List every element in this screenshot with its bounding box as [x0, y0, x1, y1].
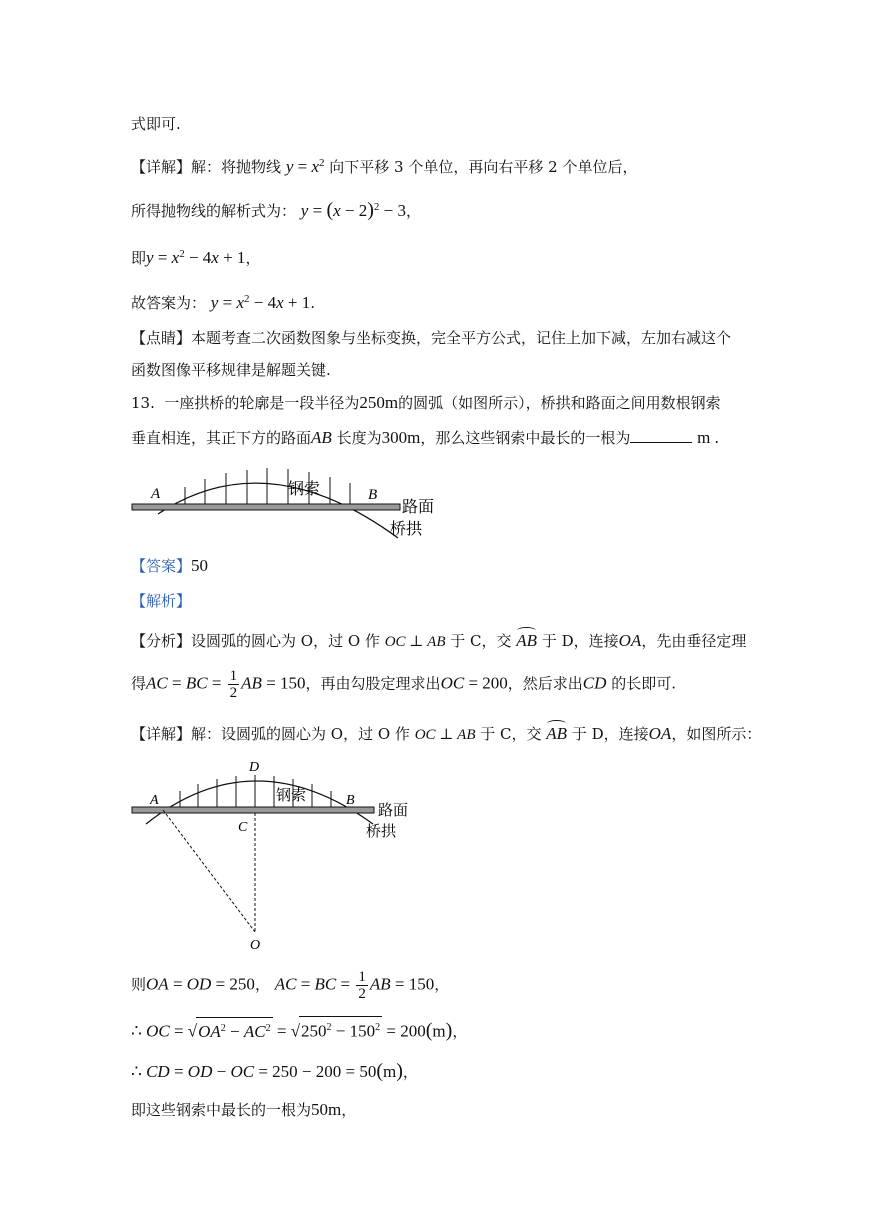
fig2-road [132, 807, 374, 813]
fig2-road-label: 路面 [378, 801, 409, 819]
text-line-4: 即$y = x^2 - 4x + 1$， [131, 248, 261, 267]
fig2-label-d: D [249, 760, 260, 775]
question-number: 13. [131, 394, 155, 412]
detail-post: 向下平移 3 个单位，再向右平移 2 个单位后， [329, 158, 638, 176]
formula-answer: $y = x^2 - 4x + 1$ [210, 293, 311, 312]
question-text-2c: ，那么这些钢索中最长的一根为 [420, 429, 631, 447]
line4-pre: 即 [131, 249, 147, 267]
analysis-header [131, 590, 191, 612]
formula-shifted: $y = (x - 2)^2 - 3$ [300, 199, 407, 221]
analysis-text-2d: 的长即可. [611, 674, 676, 693]
bridge-arch [158, 483, 398, 538]
question-text-2b: 长度为 [336, 429, 382, 447]
fig2-cable-label: 钢索 [276, 786, 307, 804]
text-line-2: 【详解】解：将抛物线 $y = x^2$ 向下平移 3 个单位，再向右平移 2 个单位后， [131, 157, 638, 176]
question-line-1 [131, 392, 721, 414]
calc-line-1: 则OA = OD = 250， AC = BC = $\frac{1}{2}$ AB = 150， [131, 969, 450, 1002]
analysis-line-2: 得AC = BC = $\frac{1}{2}$ AB = 150，再由勾股定理求出OC = 200，然后求出CD 的长即可. [131, 668, 676, 701]
analysis-text-1c: 于 D，连接 [541, 632, 619, 650]
fig1-arch-label: 桥拱 [390, 519, 423, 538]
comment-line-2 [131, 359, 331, 381]
comment-line-1 [131, 327, 731, 349]
question-length: 300m [381, 428, 421, 447]
question-text-1a: 一座拱桥的轮廓是一段半径为 [164, 394, 360, 412]
fig1-label-b: B [368, 487, 378, 503]
analysis-text-2c: ，然后求出 [507, 674, 583, 693]
bridge-figure-2 [128, 754, 418, 954]
arc-ab: AB [516, 631, 538, 650]
calc-line-3: ∴ CD = OD − OC = 250 − 200 = 50(m)， [131, 1060, 418, 1082]
fig1-label-a: A [151, 486, 161, 502]
comment-tag: 【点睛】 [131, 329, 192, 347]
fig2-arch-label: 桥拱 [366, 822, 397, 840]
fig2-label-c: C [238, 820, 248, 835]
detail-pre: 解：将抛物线 [191, 158, 282, 176]
calc-line-4: 即这些钢索中最长的一根为50m， [131, 1100, 357, 1119]
calc-line-2: ∴ OC = $√OA^2 - AC^2 = √250^2 - 150^2 = 200(m)$， [131, 1016, 467, 1043]
road-surface [132, 504, 400, 510]
comment-text-2: 函数图像平移规律是解题关键. [131, 361, 331, 379]
analysis-text-1d: ，先由垂径定理 [641, 632, 747, 650]
answer-blank [630, 428, 692, 443]
fig1-cable-label: 钢索 [288, 479, 321, 498]
question-line-2: 垂直相连，其正下方的路面AB 长度为300m，那么这些钢索中最长的一根为 m . [131, 428, 719, 447]
last-line-text: 即这些钢索中最长的一根为 [131, 1101, 312, 1119]
line3-pre: 所得抛物线的解析式为： [131, 202, 297, 220]
fig2-label-a: A [150, 793, 159, 808]
detail2-text-1b: 于 C，交 [480, 725, 542, 743]
analysis-tag: 【解析】 [131, 592, 192, 610]
detail-tag: 【详解】 [131, 158, 192, 176]
question-text-2a: 垂直相连，其正下方的路面 [131, 429, 312, 447]
detail2-text-1c: 于 D，连接 [571, 725, 649, 743]
detail2-text-1d: ，如图所示： [671, 725, 762, 743]
answer-line [131, 555, 208, 577]
formula-parabola: y [285, 157, 294, 176]
text-line-5: 故答案为： $y = x^2 - 4x + 1$. [131, 293, 315, 312]
bridge-figure-1 [128, 462, 448, 542]
fig2-label-b: B [346, 793, 355, 808]
comment-text-1: 本题考查二次函数图象与坐标变换，完全平方公式，记住上加下减，左加右减这个 [191, 329, 732, 347]
fig2-label-o: O [250, 938, 261, 953]
detail2-line: 【详解】解：设圆弧的圆心为 O，过 O 作 OC ⊥ AB 于 C，交 AB 于 D，连接OA，如图所示： [131, 724, 762, 743]
analysis-text-1b: 于 C，交 [450, 632, 512, 650]
analysis-text-1a: 设圆弧的圆心为 O，过 O 作 [191, 632, 380, 650]
analysis-tag-2: 【分析】 [131, 632, 192, 650]
question-radius: 250m [359, 393, 399, 412]
analysis-text-2b: ，再由勾股定理求出 [305, 674, 441, 693]
analysis-text-2a: 得 [131, 674, 147, 693]
line5-pre: 故答案为： [131, 294, 207, 312]
formula-expanded: $y = x^2 - 4x + 1$ [146, 248, 246, 267]
text-line-3: 所得抛物线的解析式为： $y = (x - 2)^2 - 3$， [131, 199, 422, 221]
text-line-1 [131, 113, 181, 135]
detail2-tag: 【详解】 [131, 725, 192, 743]
detail2-text-1a: 解：设圆弧的圆心为 O，过 O 作 [191, 725, 410, 743]
cables [185, 468, 350, 504]
arc-ab-2: AB [546, 724, 568, 743]
line1-text: 式即可. [131, 115, 181, 133]
question-unit: m . [697, 428, 719, 447]
answer-value: 50 [191, 556, 209, 575]
answer-tag: 【答案】 [131, 557, 192, 575]
analysis-line-1: 【分析】设圆弧的圆心为 O，过 O 作 OC ⊥ AB 于 C，交 AB 于 D，连接OA，先由垂径定理 [131, 631, 747, 650]
fig1-road-label: 路面 [402, 497, 435, 516]
calc1-pre: 则 [131, 975, 147, 994]
question-text-1b: 的圆弧（如图所示），桥拱和路面之间用数根钢索 [398, 394, 721, 412]
